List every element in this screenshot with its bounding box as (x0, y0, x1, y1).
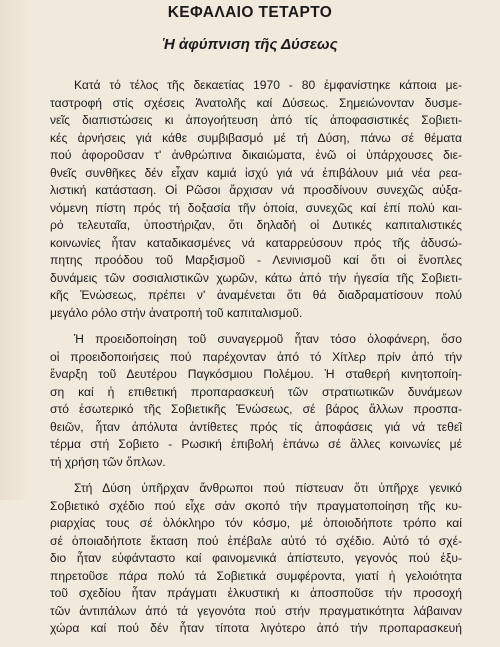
text-line: οἱ προειδοποιήσεις πού παρέχονταν ἀπό τό Χίτλερ πρίν ἀπό τήν (50, 349, 462, 364)
text-line: στό ἐσωτερικό τῆς Σοβιετικῆς Ἑνώσεως, σέ βάρος ἄλλων προσπα- (50, 402, 462, 416)
page-edge-shadow (0, 0, 30, 500)
text-line: μεγάλο ρόλο στήν ἀνατροπή τοῦ καπιταλισμοῦ. (50, 305, 303, 320)
text-line: ρό τελευταῖα, ὑποστήριζαν, ὅτι δηλαδή οἱ Δυτικές καπιταλιστικές (50, 218, 462, 232)
text-line: τή χρήση τῶν ὅπλων. (50, 454, 166, 469)
text-line: θειῶν, ἦταν ἀπόλυτα ἀντίθετες πρός τίς ἀποφάσεις γιά νά τεθεῖ (50, 419, 462, 434)
text-line: σέ ὁποιαδήποτε ἔκταση πού ἐπέβαλε αὐτό τό σχέδιο. Αὐτό τό σχέ- (50, 533, 462, 548)
text-line: ταστροφή στίς σχέσεις Ἀνατολῆς καί Δύσεως. Σημειώνονταν δυσμε- (50, 95, 462, 110)
section-title: Ἡ ἀφύπνιση τῆς Δύσεως (162, 36, 338, 53)
text-line: κές ἀρνήσεις γιά κάθε συμβιβασμό μέ τή Δύση, πάνω σέ θέματα (50, 130, 462, 145)
text-line: Κατά τό τέλος τῆς δεκαετίας 1970 - 80 ἐμφανίστηκε κάποια με- (74, 78, 462, 92)
paragraph-3 (50, 480, 462, 638)
text-line: ση καί ἡ επιθετική προπαρασκευή τῶν στρατιωτικῶν δυνάμεων (50, 384, 462, 399)
text-line: διο ἦταν εὐφάνταστο καί φαινομενικά ἀπίστευτο, γεγονός πού ἐξυ- (50, 551, 462, 565)
text-line: χώρα καί πού δέν ἦταν τίποτα λιγότερο ἀπό τήν προπαρασκευή (50, 621, 462, 635)
text-line: πηρετοῦσε πάρα πολύ τά Σοβιετικά συμφέροντα, γιατί ἡ γελοιότητα (50, 568, 462, 583)
text-line: θνεῖς συνθῆκες δέν εἶχαν καμιά ἰσχύ γιά νά ἐπιβάλουν μιά νέα ρεα- (50, 165, 462, 180)
text-line: λιστική κατάσταση. Οἱ Ρῶσοι ἄρχισαν νά προσδίνουν συνεχῶς αὐξα- (50, 183, 462, 197)
text-line: Ἡ προειδοποίηση τοῦ συναγερμοῦ ἦταν τόσο ὁλοφάνερη, ὅσο (74, 332, 462, 346)
text-line: ριαρχίας τους σέ ὁλόκληρο τόν κόσμο, μέ ὁποιοδήποτε τρόπο καί (50, 516, 462, 530)
text-line: ἔναρξη τοῦ Δευτέρου Παγκόσμιου Πολέμου. Ἡ σταθερή κινητοποίη- (50, 367, 462, 381)
text-line: Στή Δύση ὑπῆρχαν ἄνθρωποι πού πίστευαν ὅτι ὑπῆρχε γενικό (74, 481, 462, 495)
chapter-title: ΚΕΦΑΛΑΙΟ ΤΕΤΑΡΤΟ (167, 4, 333, 21)
body-text (50, 77, 462, 647)
text-line: τῶν ἀντιπάλων ἀπό τά γεγονότα πού στήν πραγματικότητα λάβαιναν (50, 603, 462, 618)
text-line: πού ἀφοροῦσαν τ' ἀνθρώπινα δικαιώματα, ἐνῶ οἱ ὑπάρχουσες διε- (50, 148, 462, 162)
text-line: νεῖς διαπιστώσεις κι ἀπογοήτευση ἀπό τίς ἀποφασιστικές Σοβιετι- (50, 113, 462, 127)
text-line: πητης προόδου τοῦ Μαρξισμοῦ - Λενινισμοῦ καί ὅτι οἱ ἔνοπλες (50, 253, 462, 267)
paragraph-2 (50, 331, 462, 471)
text-line: Σοβιετικό σχέδιο πού εἶχε σάν σκοπό τήν πραγματοποίηση τῆς κυ- (50, 498, 462, 513)
text-line: τέρμα στή Σοβιετο - Ρωσική ἐπιβολή ἐπάνω σέ ἄλλες κοινωνίες μέ (50, 437, 462, 451)
paragraph-1 (50, 77, 462, 322)
text-line: τοῦ σχεδίου ἦταν πράγματι ἑλκυστική κι ἀποσποῦσε τήν προσοχή (50, 586, 462, 600)
text-line: νόμενη πίστη πρός τή δοξασία τῆν ὁποία, συνεχῶς καί ἐπί πολύ και- (50, 200, 462, 215)
text-line: κοινωνίες ἦταν καταδικασμένες νά καταρρεύσουν πρός τῆς ἀδυσώ- (50, 235, 462, 250)
text-line: κῆς Ἑνώσεως, πρέπει ν' ἀναμένεται ὅτι θά διαδραματίσουν πολύ (50, 288, 462, 302)
text-line: δυνάμεις τῶν σοσιαλιστικῶν χωρῶν, κάτω ἀπό τήν ἡγεσία τῆς Σοβιετι- (50, 270, 462, 285)
